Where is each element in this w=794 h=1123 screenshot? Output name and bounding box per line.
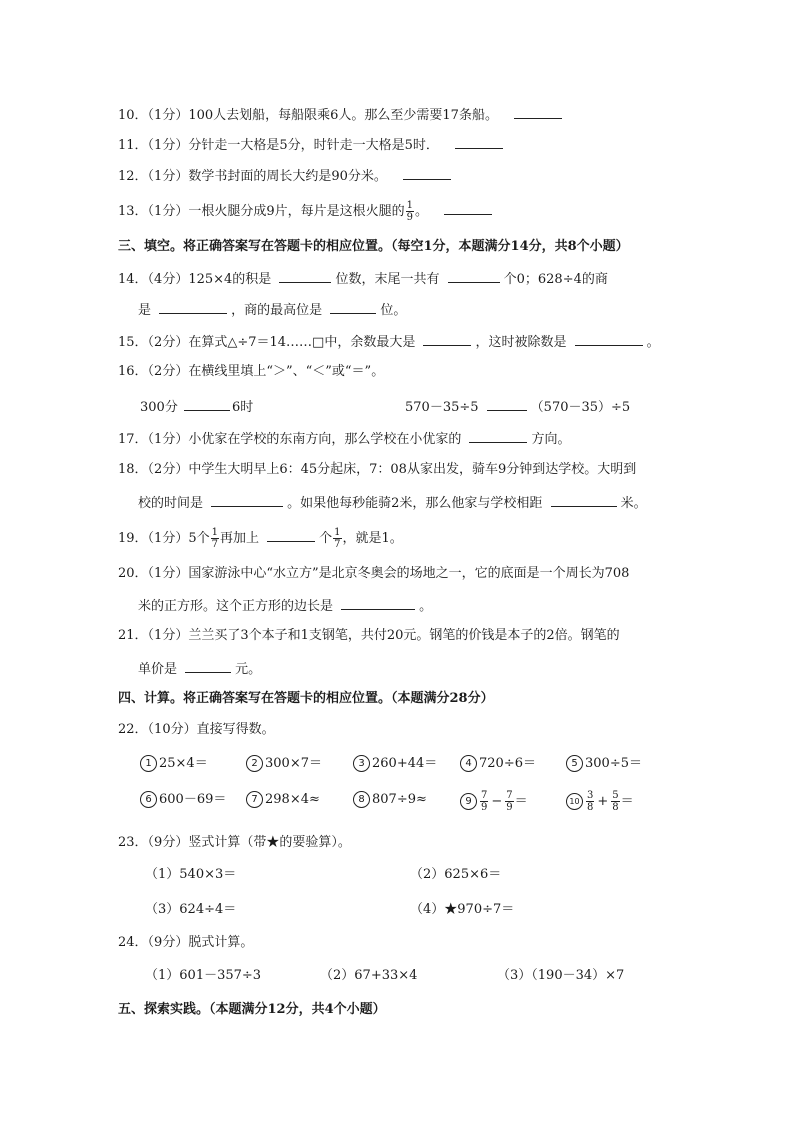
answer-blank[interactable] <box>184 396 230 411</box>
answer-blank[interactable] <box>514 104 562 119</box>
calc-expression: 298×4≈ <box>265 792 320 807</box>
mental-calc-5 <box>566 754 642 774</box>
question-text: 是 <box>138 303 152 318</box>
question-text: 中学生大明早上6：45分起床，7：08从家出发，骑车9分钟到达学校。大明到 <box>188 462 637 477</box>
fraction <box>333 527 341 550</box>
question-number: 22． <box>118 722 148 737</box>
numerator: 7 <box>481 790 488 801</box>
question-number: 17． <box>118 432 148 447</box>
question-20-line2 <box>138 595 432 617</box>
question-15 <box>118 331 660 353</box>
question-18-line1 <box>118 460 636 480</box>
calc-expression: 300×7＝ <box>265 756 322 771</box>
question-score: （10分） <box>147 722 197 737</box>
section-4-title: 四、计算。将正确答案写在答题卡的相应位置。（本题满分28分） <box>118 691 494 706</box>
item-marker: 7 <box>246 791 263 808</box>
calc-expression: 300÷5＝ <box>585 756 642 771</box>
section-3-title: 三、填空。将正确答案写在答题卡的相应位置。（每空1分，本题满分14分，共8个小题） <box>118 239 629 254</box>
calc-expression: 600－69＝ <box>159 792 227 807</box>
question-score: （2分） <box>147 364 189 379</box>
question-score: （2分） <box>147 462 189 477</box>
numerator: 1 <box>406 200 413 211</box>
operator: + <box>597 794 609 809</box>
question-text: 兰兰买了3个本子和1支钢笔，共付20元。钢笔的价钱是本子的2倍。钢笔的 <box>188 628 620 643</box>
question-score: （1分） <box>147 531 189 546</box>
answer-blank[interactable] <box>267 527 315 542</box>
question-text: 位。 <box>380 303 407 318</box>
question-20-line1 <box>118 564 629 584</box>
question-score: （1分） <box>147 169 189 184</box>
question-19 <box>118 527 403 550</box>
compare-expr: 300分 <box>140 400 178 415</box>
answer-blank[interactable] <box>469 428 527 443</box>
mental-calc-7 <box>246 790 320 810</box>
fraction <box>611 790 619 813</box>
question-number: 13． <box>118 204 148 219</box>
answer-blank[interactable] <box>211 492 283 507</box>
question-score: （2分） <box>147 335 189 350</box>
fraction <box>211 527 219 550</box>
question-21-line2 <box>138 658 261 680</box>
question-score: （1分） <box>147 432 189 447</box>
answer-blank[interactable] <box>341 595 415 610</box>
mental-calc-6 <box>140 790 226 810</box>
question-score: （1分） <box>147 628 189 643</box>
question-text: 方向。 <box>531 432 571 447</box>
calc-expression: 25×4＝ <box>159 756 208 771</box>
item-marker: 2 <box>246 755 263 772</box>
question-14-line1 <box>118 268 608 290</box>
question-number: 10． <box>118 108 148 123</box>
question-text: 5个 <box>188 531 210 546</box>
answer-blank[interactable] <box>551 492 617 507</box>
question-text: 单价是 <box>138 662 178 677</box>
question-text: 个 <box>319 531 333 546</box>
question-text: 校的时间是 <box>138 496 204 511</box>
question-text: 100人去划船，每船限乘6人。那么至少需要17条船。 <box>188 108 498 123</box>
question-21-line1 <box>118 626 620 646</box>
question-23 <box>118 833 351 853</box>
step-calc-1: （1）601－357÷3 <box>145 968 262 983</box>
numerator: 7 <box>506 790 513 801</box>
question-number: 20． <box>118 566 148 581</box>
answer-blank[interactable] <box>330 299 376 314</box>
compare-expr: （570－35）÷5 <box>530 400 631 415</box>
question-text: 竖式计算（带★的要验算）。 <box>188 835 351 850</box>
question-10 <box>118 104 562 126</box>
denominator: 9 <box>506 802 513 813</box>
question-17 <box>118 428 571 450</box>
question-12 <box>118 165 451 187</box>
question-text: 一根火腿分成9片，每片是这根火腿的 <box>188 204 405 219</box>
question-18-line2 <box>138 492 647 514</box>
mental-calc-1 <box>140 754 208 774</box>
question-text: 个0；628÷4的商 <box>503 272 608 287</box>
operator: − <box>491 794 503 809</box>
answer-blank[interactable] <box>448 268 500 283</box>
question-text: ，这时被除数是 <box>475 335 567 350</box>
question-text: 数学书封面的周长大约是90分米。 <box>188 169 387 184</box>
item-marker: 5 <box>566 755 583 772</box>
question-number: 19． <box>118 531 148 546</box>
vertical-calc-1: （1）540×3＝ <box>145 867 237 882</box>
question-score: （1分） <box>147 138 189 153</box>
question-text: 。 <box>419 599 433 614</box>
vertical-calc-4: （4）★970÷7＝ <box>410 902 515 917</box>
question-score: （4分） <box>147 272 189 287</box>
question-text: 。如果他每秒能骑2米，那么他家与学校相距 <box>287 496 543 511</box>
question-text: 再加上 <box>219 531 259 546</box>
question-number: 14． <box>118 272 148 287</box>
fraction <box>406 200 414 223</box>
item-marker: 6 <box>140 791 157 808</box>
compare-expr: 6时 <box>231 400 254 415</box>
question-22 <box>118 720 275 740</box>
answer-blank[interactable] <box>185 658 231 673</box>
question-11 <box>118 134 503 156</box>
question-text: 。 <box>646 335 660 350</box>
mental-calc-4 <box>460 754 536 774</box>
equals: ＝ <box>514 794 528 809</box>
answer-blank[interactable] <box>423 331 471 346</box>
step-calc-3: （3）（190－34）×7 <box>497 968 625 983</box>
equals: ＝ <box>620 794 634 809</box>
question-text: 国家游泳中心“水立方”是北京冬奥会的场地之一，它的底面是一个周长为708 <box>188 566 630 581</box>
item-marker: 1 <box>140 755 157 772</box>
denominator: 8 <box>612 802 619 813</box>
question-text: 在横线里填上“＞”、“＜”或“＝”。 <box>188 364 385 379</box>
denominator: 7 <box>334 539 341 550</box>
question-score: （1分） <box>147 566 189 581</box>
numerator: 1 <box>211 527 218 538</box>
question-text: ，商的最高位是 <box>231 303 323 318</box>
vertical-calc-2: （2）625×6＝ <box>410 867 502 882</box>
calc-expression: 720÷6＝ <box>479 756 536 771</box>
question-text: 位数，末尾一共有 <box>335 272 440 287</box>
question-score: （1分） <box>147 108 189 123</box>
answer-blank[interactable] <box>575 331 643 346</box>
mental-calc-2 <box>246 754 322 774</box>
fraction <box>586 790 594 813</box>
mental-calc-10 <box>566 790 634 813</box>
question-text: 脱式计算。 <box>188 935 254 950</box>
question-score: （9分） <box>147 935 189 950</box>
question-text: 分针走一大格是5分，时针走一大格是5时． <box>188 138 439 153</box>
compare-expr: 570－35÷5 <box>405 400 479 415</box>
item-marker: 4 <box>460 755 477 772</box>
answer-blank[interactable] <box>403 165 451 180</box>
fraction <box>480 790 488 813</box>
numerator: 1 <box>334 527 341 538</box>
step-calc-2: （2）67+33×4 <box>320 968 418 983</box>
denominator: 9 <box>406 212 413 223</box>
answer-blank[interactable] <box>455 134 503 149</box>
answer-blank[interactable] <box>487 396 527 411</box>
question-number: 24． <box>118 935 148 950</box>
denominator: 8 <box>587 802 594 813</box>
numerator: 3 <box>587 790 594 801</box>
question-text: 米。 <box>620 496 647 511</box>
question-text: 米的正方形。这个正方形的边长是 <box>138 599 334 614</box>
answer-blank[interactable] <box>444 200 492 215</box>
compare-right <box>405 396 630 418</box>
question-text: 小优家在学校的东南方向，那么学校在小优家的 <box>188 432 462 447</box>
question-13 <box>118 200 492 223</box>
question-16 <box>118 362 384 382</box>
vertical-calc-3: （3）624÷4＝ <box>145 902 237 917</box>
question-score: （1分） <box>147 204 189 219</box>
item-marker: 3 <box>353 755 370 772</box>
question-14-line2 <box>138 299 406 321</box>
question-text: 直接写得数。 <box>196 722 275 737</box>
compare-left <box>140 396 253 418</box>
question-text: 在算式△÷7＝14……□中，余数最大是 <box>188 335 416 350</box>
mental-calc-8 <box>353 790 427 810</box>
calc-expression: 260+44＝ <box>372 756 438 771</box>
question-text: 125×4的积是 <box>188 272 272 287</box>
question-score: （9分） <box>147 835 189 850</box>
fraction <box>505 790 513 813</box>
question-number: 15． <box>118 335 148 350</box>
mental-calc-3 <box>353 754 437 774</box>
answer-blank[interactable] <box>159 299 227 314</box>
question-text: 。 <box>414 204 428 219</box>
section-5-title: 五、探索实践。（本题满分12分，共4个小题） <box>118 1002 386 1017</box>
question-number: 21． <box>118 628 148 643</box>
question-text: 元。 <box>235 662 262 677</box>
question-number: 23． <box>118 835 148 850</box>
question-text: ，就是1。 <box>342 531 403 546</box>
question-24 <box>118 933 253 953</box>
numerator: 5 <box>612 790 619 801</box>
question-number: 16． <box>118 364 148 379</box>
question-number: 11． <box>118 138 148 153</box>
question-number: 12． <box>118 169 148 184</box>
item-marker: 10 <box>566 793 583 810</box>
calc-expression: 807÷9≈ <box>372 792 427 807</box>
denominator: 9 <box>481 802 488 813</box>
mental-calc-9 <box>460 790 528 813</box>
item-marker: 8 <box>353 791 370 808</box>
answer-blank[interactable] <box>279 268 331 283</box>
item-marker: 9 <box>460 793 477 810</box>
question-number: 18． <box>118 462 148 477</box>
denominator: 7 <box>211 539 218 550</box>
